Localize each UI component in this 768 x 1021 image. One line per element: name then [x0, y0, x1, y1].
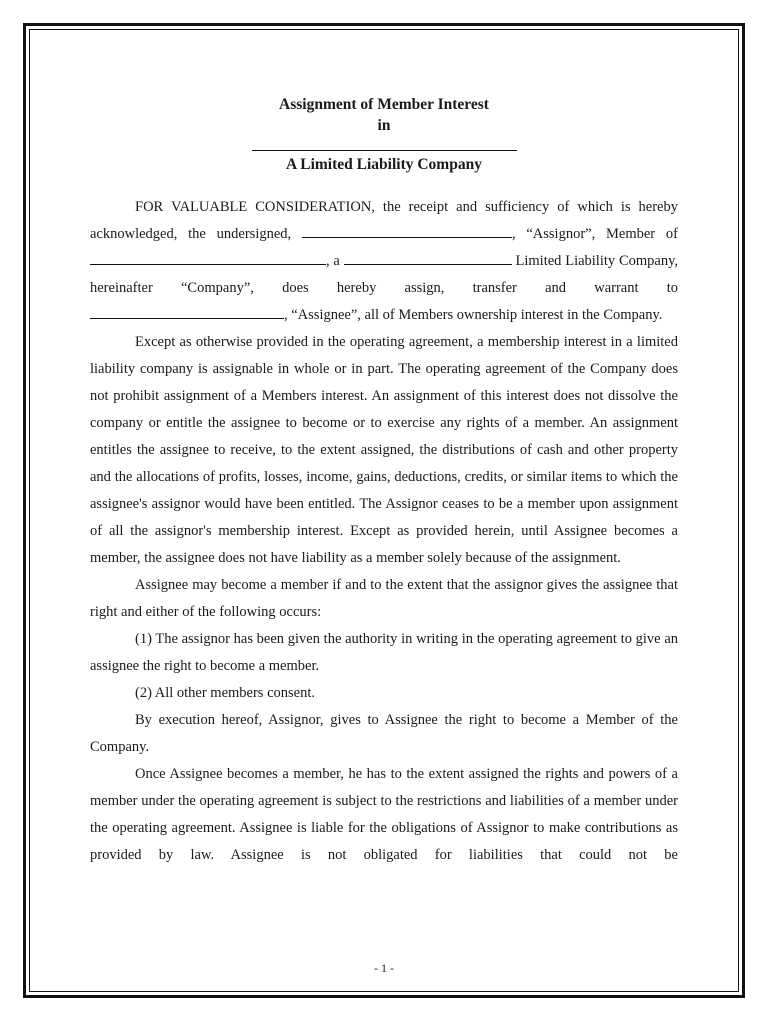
company-name-blank[interactable]	[252, 136, 517, 151]
p1-text-a: FOR VALUABLE CONSIDERATION, the receipt and sufficiency of which is hereby acknowledged, the undersigned,	[90, 199, 678, 242]
paragraph-condition-1: (1) The assignor has been given the authority in writing in the operating agreement to give an assignee the right to become a member.	[90, 631, 678, 674]
state-blank[interactable]	[344, 252, 512, 265]
document-body	[90, 194, 678, 869]
paragraph-execution: By execution hereof, Assignor, gives to Assignee the right to become a Member of the Company.	[90, 712, 678, 755]
assignor-name-blank[interactable]	[302, 225, 512, 238]
p1-text-e: , “Assignee”, all of Members ownership interest in the Company.	[284, 307, 663, 323]
title-line-1: Assignment of Member Interest	[279, 96, 489, 113]
member-of-blank[interactable]	[90, 252, 326, 265]
paragraph-become-member: Assignee may become a member if and to the extent that the assignor gives the assignee that right and either of the following occurs:	[90, 577, 678, 620]
paragraph-condition-2: (2) All other members consent.	[135, 685, 315, 701]
paragraph-assignability: Except as otherwise provided in the operating agreement, a membership interest in a limited liability company is assignable in whole or in part. The operating agreement of the Company does not prohibit assignment of a Members interest. An assignment of this interest does not dissolve the company or entitle the assignee to become or to exercise any rights of a member. An assignment entitles the assignee to receive, to the extent assigned, the distributions of cash and other property and the allocations of profits, losses, income, gains, deductions, credits, or similar items to which the assignee's assignor would have been entitled. The Assignor ceases to be a member upon assignment of all the assignor's membership interest. Except as provided herein, until Assignee becomes a member, the assignee does not have liability as a member solely because of the assignment.	[90, 334, 678, 566]
assignee-name-blank[interactable]	[90, 306, 284, 319]
title-line-2: in	[377, 117, 391, 134]
p1-text-c: , a	[326, 253, 340, 269]
p1-text-d: Limited Liability Company, hereinafter “Company”, does hereby assign, transfer and warrant to	[90, 253, 679, 296]
paragraph-rights-powers: Once Assignee becomes a member, he has to the extent assigned the rights and powers of a member under the operating agreement is subject to the restrictions and liabilities of a member under the operating agreement. Assignee is liable for the obligations of Assignor to make contributions as provided by law. Assignee is not obligated for liabilities that could not be	[90, 766, 678, 863]
paragraph-consideration	[90, 194, 678, 329]
p1-text-b: , “Assignor”, Member of	[511, 226, 678, 242]
title-line-3: A Limited Liability Company	[286, 156, 482, 173]
document-title	[90, 94, 678, 175]
page-number: - 1 -	[374, 961, 394, 975]
